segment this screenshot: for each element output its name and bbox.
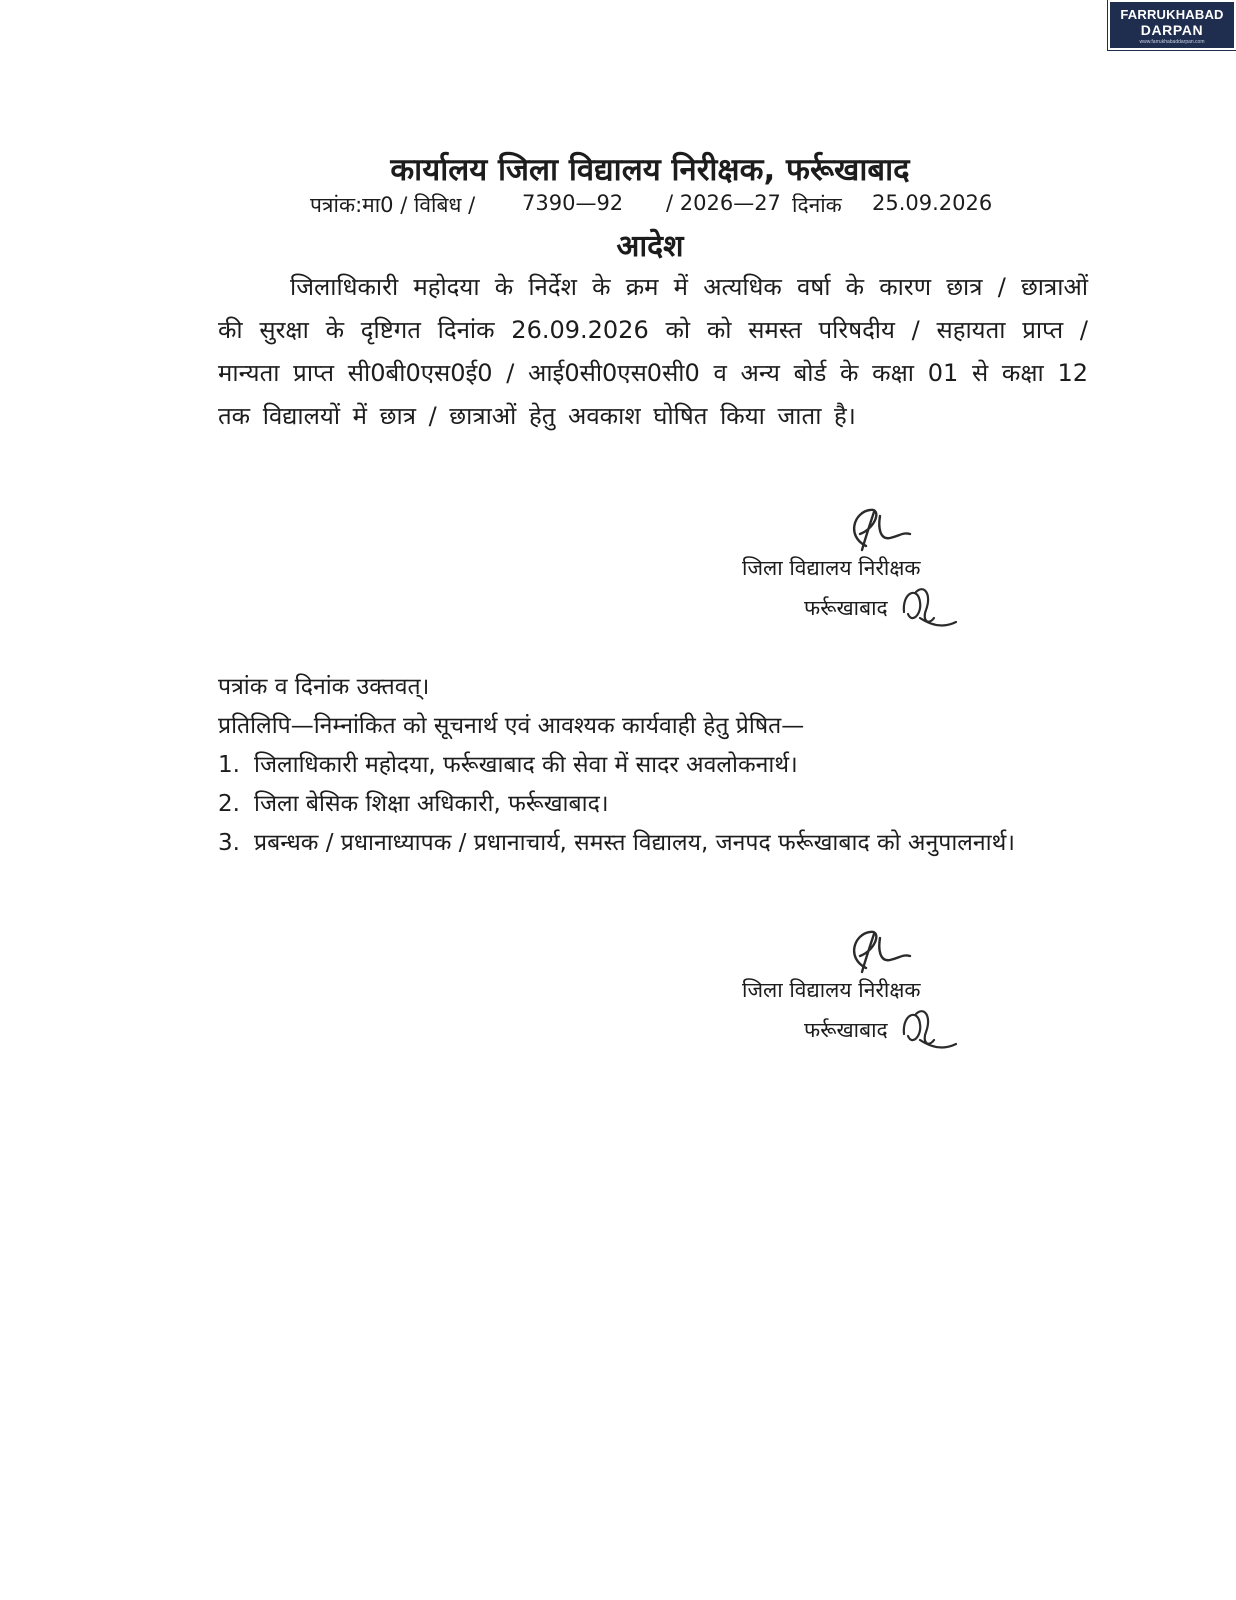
copy-section xyxy=(218,668,1098,863)
list-item-text: जिला बेसिक शिक्षा अधिकारी, फर्रूखाबाद। xyxy=(254,791,609,817)
list-item-text: प्रबन्धक / प्रधानाध्यापक / प्रधानाचार्य, समस्त विद्यालय, जनपद फर्रूखाबाद को अनुपालनार्थ। xyxy=(254,830,1016,856)
handwritten-initials-1 xyxy=(898,584,958,634)
ref-prefix: पत्रांक:मा0 / विबिध / xyxy=(310,193,476,217)
farrukhabad-darpan-logo xyxy=(1108,0,1236,50)
list-item-number: 3. xyxy=(218,830,240,856)
logo-line-2: DARPAN xyxy=(1140,22,1204,38)
list-item xyxy=(218,785,1098,824)
logo-line-1: FARRUKHABAD xyxy=(1120,7,1224,22)
logo-line-3: www.farrukhabaddarpan.com xyxy=(1139,39,1205,45)
signatory-place-1: फर्रूखाबाद xyxy=(804,596,888,620)
handwritten-signature-2 xyxy=(836,928,926,978)
signatory-place-2: फर्रूखाबाद xyxy=(804,1018,888,1042)
list-item xyxy=(218,824,1098,863)
signatory-title-1: जिला विद्यालय निरीक्षक xyxy=(742,556,921,580)
copy-recipient-list xyxy=(218,746,1098,863)
list-item xyxy=(218,746,1098,785)
copy-intro-line: प्रतिलिपि—निम्नांकित को सूचनार्थ एवं आवश्यक कार्यवाही हेतु प्रेषित— xyxy=(218,713,805,739)
ref-year: / 2026—27 xyxy=(666,191,781,215)
list-item-text: जिलाधिकारी महोदया, फर्रूखाबाद की सेवा में सादर अवलोकनार्थ। xyxy=(254,752,798,778)
ref-number: 7390—92 xyxy=(522,191,624,215)
date-label: दिनांक xyxy=(792,193,842,217)
handwritten-signature-1 xyxy=(836,506,926,556)
signatory-title-2: जिला विद्यालय निरीक्षक xyxy=(742,978,921,1002)
handwritten-initials-2 xyxy=(898,1006,958,1056)
list-item-number: 1. xyxy=(218,752,240,778)
office-title: कार्यालय जिला विद्यालय निरीक्षक, फर्रूखाबाद xyxy=(390,152,910,188)
order-heading: आदेश xyxy=(616,229,684,264)
list-item-number: 2. xyxy=(218,791,240,817)
date-value: 25.09.2026 xyxy=(872,191,993,215)
copy-reference-line: पत्रांक व दिनांक उक्तवत्। xyxy=(218,674,430,700)
order-body-paragraph: जिलाधिकारी महोदया के निर्देश के क्रम में अत्यधिक वर्षा के कारण छात्र / छात्राओं की सुरक्षा के दृष्टिगत दिनांक 26.09.2026 को को समस्त परिषदीय / सहायता प्राप्त / मान्यता प्राप्त सी0बी0एस0ई0 / आई0सी0एस0सी0 व अन्य बोर्ड के कक्षा 01 से कक्षा 12 तक विद्यालयों में छात्र / छात्राओं हेतु अवकाश घोषित किया जाता है। xyxy=(218,273,1088,430)
